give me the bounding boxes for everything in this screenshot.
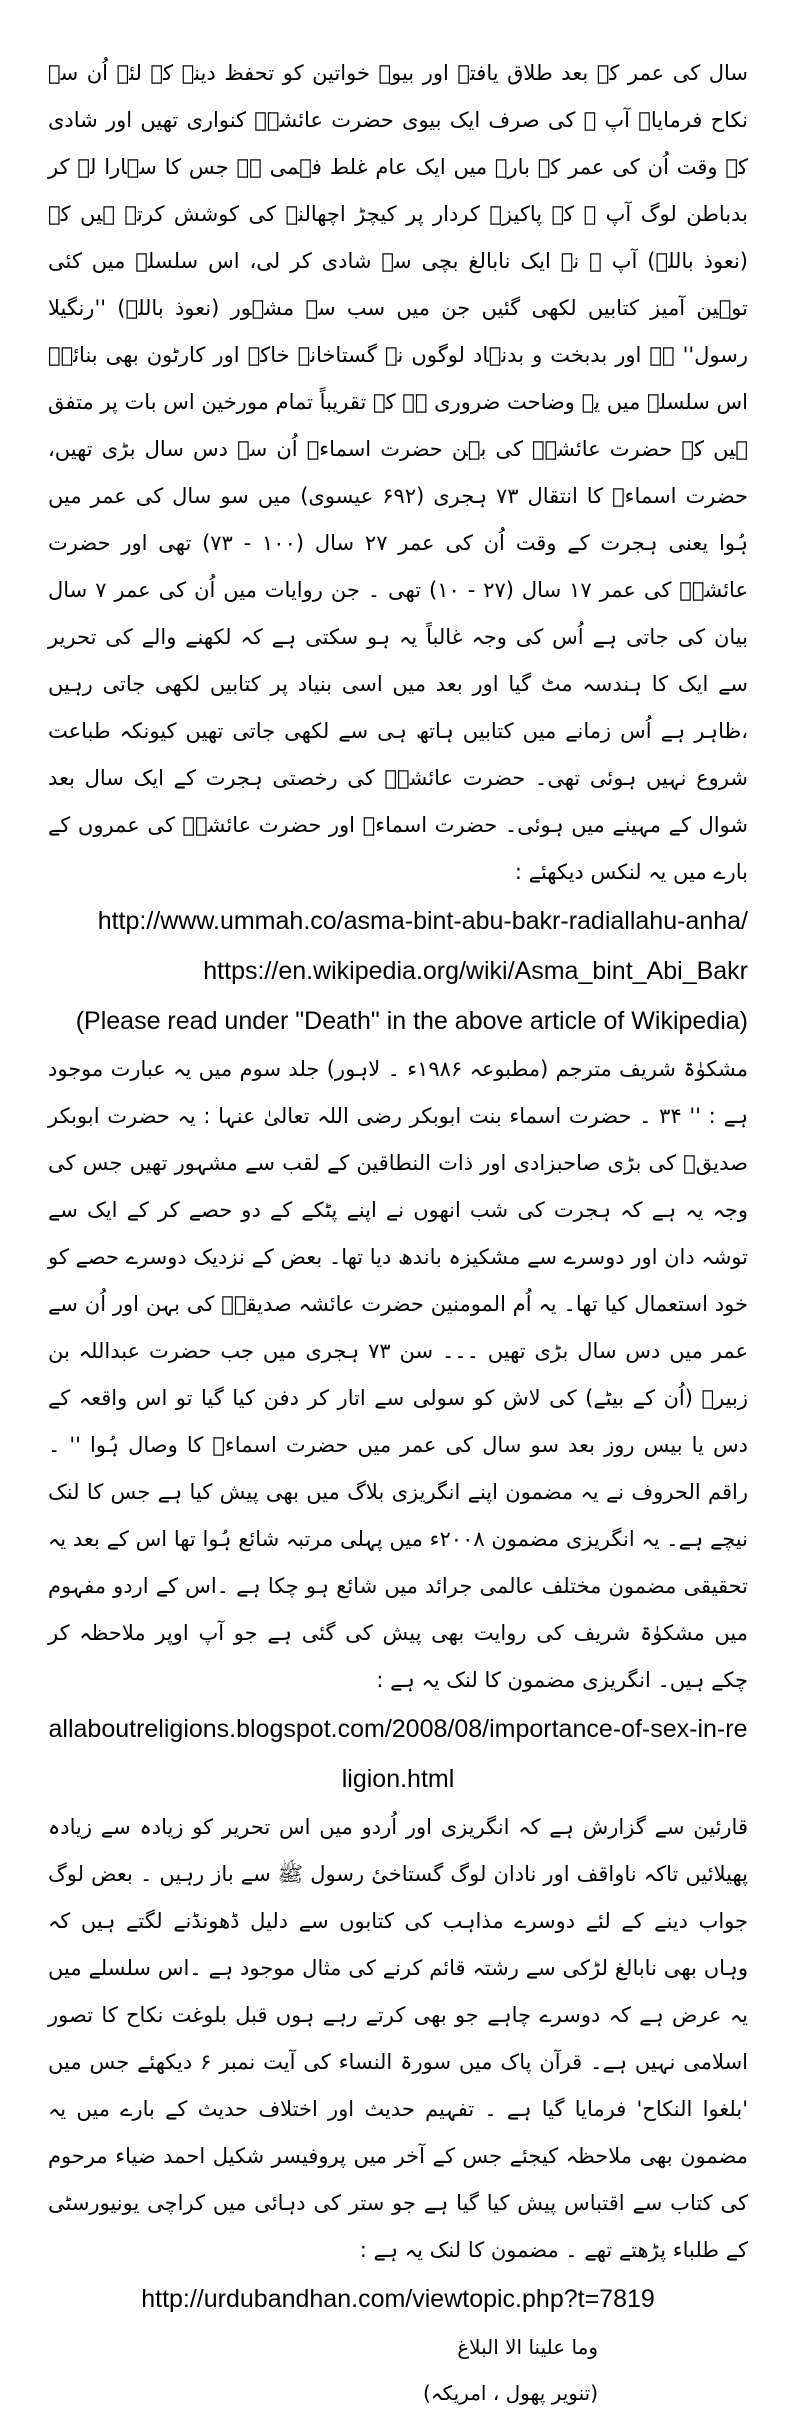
link-urdubandhan-text[interactable]: http://urdubandhan.com/viewtopic.php?t=7819 xyxy=(141,2285,655,2313)
paragraph-mishkat-quote: مشکوٰۃ شریف مترجم (مطبوعہ ۱۹۸۶ء ۔ لاہور) جلد سوم میں یہ عبارت موجود ہے : '' ۳۴ ۔ حضرت اسماء بنت ابوبکر رضی اللہ تعالیٰ عنہا : یہ حضرت ابوبکر صدیقؓ کی بڑی صاحبزادی اور ذات النطاقین کے لقب سے مشہور تھیں جس کی وجہ یہ ہے کہ ہجرت کی شب انھوں نے اپنے پٹکے کے دو حصے کر کے ایک سے توشہ دان اور دوسرے سے مشکیزہ باندھ دیا تھا۔ بعض کے نزدیک دوسرے حصے کو خود استعمال کیا تھا۔ یہ اُم المومنین حضرت عائشہ صدیقہؓ کی بہن اور اُن سے عمر میں دس سال بڑی تھیں ۔۔۔ سن ۷۳ ہجری میں جب حضرت عبداللہ بن زبیرؓ (اُن کے بیٹے) کی لاش کو سولی سے اتار کر دفن کیا گیا تو اس واقعہ کے دس یا بیس روز بعد سو سال کی عمر میں حضرت اسماءؓ کا وصال ہُوا '' ۔ راقم الحروف نے یہ مضمون اپنے انگریزی بلاگ میں بھی پیش کیا ہے جس کا لنک نیچے ہے۔ یہ انگریزی مضمون ۲۰۰۸ء میں پہلی مرتبہ شائع ہُوا تھا اس کے بعد یہ تحقیقی مضمون مختلف عالمی جرائد میں شائع ہو چکا ہے ۔اس کے اردو مفہوم میں مشکوٰۃ شریف کی روایت بھی پیش کی گئی ہے جو آپ اوپر ملاحظہ کر چکے ہیں۔ انگریزی مضمون کا لنک یہ ہے : xyxy=(48,1057,748,1692)
closing-line: وما علینا الا البلاغ xyxy=(457,2335,598,2359)
author-signature: (تنویر پھول ، امریکہ) xyxy=(423,2381,598,2405)
link-ummah[interactable] xyxy=(48,896,748,946)
paragraph-request: قارئین سے گزارش ہے کہ انگریزی اور اُردو میں اس تحریر کو زیادہ سے زیادہ پھیلائیں تاکہ ناواقف اور نادان لوگ گستاخیٔ رسول ﷺ سے باز رہیں ۔ بعض لوگ جواب دینے کے لئے دوسرے مذاہب کی کتابوں سے دلیل ڈھونڈنے لگتے ہیں کہ وہاں بھی نابالغ لڑکی سے رشتہ قائم کرنے کی مثال موجود ہے ۔اس سلسلے میں یہ عرض ہے کہ دوسرے چاہے جو بھی کرتے رہے ہوں قبل بلوغت نکاح کا تصور اسلامی نہیں ہے۔ قرآن پاک میں سورۃ النساء کی آیت نمبر ۶ دیکھئے جس میں 'بلغوا النکاح' فرمایا گیا ہے ۔ تفہیم حدیث اور اختلاف حدیث کے بارے میں یہ مضمون بھی ملاحظہ کیجئے جس کے آخر میں پروفیسر شکیل احمد ضیاء مرحوم کی کتاب سے اقتباس پیش کیا گیا ہے جو ستر کی دہائی میں کراچی یونیورسٹی کے طلباء پڑھتے تھے ۔ مضمون کا لنک یہ ہے : xyxy=(48,1815,748,2262)
article-body xyxy=(48,50,748,2416)
link-wikipedia-text[interactable]: https://en.wikipedia.org/wiki/Asma_bint_Abi_Bakr xyxy=(203,957,748,985)
wikipedia-note: (Please read under "Death" in the above article of Wikipedia) xyxy=(75,1007,748,1035)
link-blog-text[interactable]: allaboutreligions.blogspot.com/2008/08/importance-of-sex-in-religion.html xyxy=(48,1715,748,1793)
link-urdubandhan[interactable] xyxy=(48,2274,748,2324)
link-blog[interactable] xyxy=(48,1704,748,1804)
paragraph-age-of-aisha: سال کی عمر کے بعد طلاق یافتہ اور بیوہ خواتین کو تحفظ دینے کے لئے اُن سے نکاح فرمایا۔ آپ ﷺ کی صرف ایک بیوی حضرت عائشہؓ کنواری تھیں اور شادی کے وقت اُن کی عمر کے بارے میں ایک عام غلط فہمی ہے جس کا سہارا لے کر بدباطن لوگ آپ ﷺ کے پاکیزہ کردار پر کیچڑ اچھالنے کی کوشش کرتے ہیں کہ (نعوذ باللہ) آپ ﷺ نے ایک نابالغ بچی سے شادی کر لی، اس سلسلے میں کئی توہین آمیز کتابیں لکھی گئیں جن میں سب سے مشہور (نعوذ باللہ) ''رنگیلا رسول'' ہے اور بدبخت و بدنہاد لوگوں نے گستاخانہ خاکے اور کارٹون بھی بنائے۔ اس سلسلے میں یہ وضاحت ضروری ہے کہ تقریباً تمام مورخین اس بات پر متفق ہیں کہ حضرت عائشہؓ کی بہن حضرت اسماءؓ اُن سے دس سال بڑی تھیں، حضرت اسماءؓ کا انتقال ۷۳ ہجری (۶۹۲ عیسوی) میں سو سال کی عمر میں ہُوا یعنی ہجرت کے وقت اُن کی عمر ۲۷ سال (۱۰۰ - ۷۳) تھی اور حضرت عائشہؓ کی عمر ۱۷ سال (۲۷ - ۱۰) تھی ۔ جن روایات میں اُن کی عمر ۷ سال بیان کی جاتی ہے اُس کی وجہ غالباً یہ ہو سکتی ہے کہ لکھنے والے کی تحریر سے ایک کا ہندسہ مٹ گیا اور بعد میں اسی بنیاد پر کتابیں لکھی جاتی رہیں ،ظاہر ہے اُس زمانے میں کتابیں ہاتھ ہی سے لکھی جاتی تھیں کیونکہ طباعت شروع نہیں ہوئی تھی۔ حضرت عائشہؓ کی رخصتی ہجرت کے ایک سال بعد شوال کے مہینے میں ہوئی۔ حضرت اسماءؓ اور حضرت عائشہؓ کی عمروں کے بارے میں یہ لنکس دیکھئے : xyxy=(48,61,748,884)
link-ummah-text[interactable]: http://www.ummah.co/asma-bint-abu-bakr-radiallahu-anha/ xyxy=(97,907,748,935)
link-wikipedia[interactable] xyxy=(48,946,748,996)
